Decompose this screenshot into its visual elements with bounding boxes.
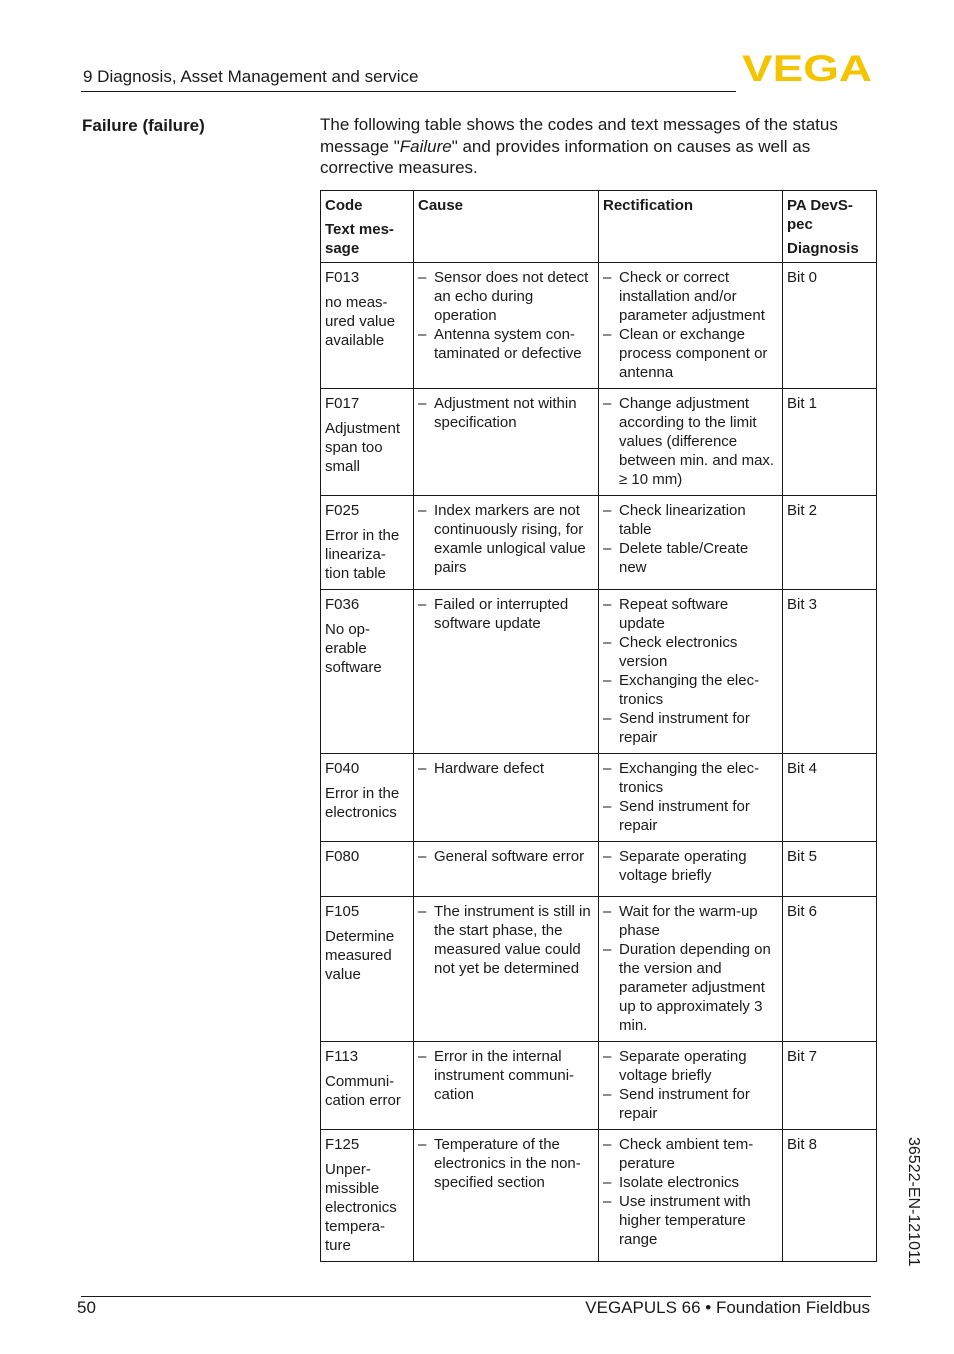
rectification-list xyxy=(603,268,778,382)
error-message: Adjustment span too small xyxy=(325,420,401,475)
cause-cell xyxy=(414,1042,599,1130)
column-header-cause xyxy=(414,191,599,263)
table-row xyxy=(321,754,877,842)
rectification-list xyxy=(603,595,778,747)
rectification-list xyxy=(603,1135,778,1249)
table-row xyxy=(321,842,877,897)
cause-list xyxy=(418,847,594,866)
error-code: F040 xyxy=(325,760,360,777)
rectification-item: – Separate operating voltage briefly xyxy=(603,847,778,885)
diagnosis-bit: Bit 7 xyxy=(787,1048,818,1065)
cause-item: – Adjustment not within specification xyxy=(418,394,594,432)
diagnosis-cell xyxy=(783,842,877,897)
rectification-cell xyxy=(599,389,783,496)
column-header-code-label: Code xyxy=(325,197,363,214)
column-header-code xyxy=(321,191,414,263)
column-header-message-label: Text mes- sage xyxy=(325,221,394,257)
diagnosis-bit: Bit 2 xyxy=(787,502,818,519)
cause-list xyxy=(418,1135,594,1192)
column-header-diagnosis-label: Diagnosis xyxy=(787,240,859,257)
rectification-cell xyxy=(599,496,783,590)
code-cell xyxy=(321,1130,414,1262)
rectification-item: – Check electronics version xyxy=(603,633,778,671)
cause-item: – General software error xyxy=(418,847,594,866)
rectification-cell xyxy=(599,263,783,389)
column-header-pa-devspec-label: PA DevS- pec xyxy=(787,197,853,233)
cause-cell xyxy=(414,842,599,897)
failure-codes-table xyxy=(320,190,877,1262)
rectification-item: – Repeat software update xyxy=(603,595,778,633)
diagnosis-cell xyxy=(783,389,877,496)
diagnosis-cell xyxy=(783,897,877,1042)
rectification-item: – Isolate electronics xyxy=(603,1173,778,1192)
rectification-item: – Check or correct installation and/or parameter adjustment xyxy=(603,268,778,325)
cause-item: – Temperature of the electronics in the non-specified section xyxy=(418,1135,594,1192)
error-code: F080 xyxy=(325,848,360,865)
cause-cell xyxy=(414,496,599,590)
diagnosis-bit: Bit 1 xyxy=(787,395,818,412)
code-cell xyxy=(321,590,414,754)
table-row xyxy=(321,897,877,1042)
diagnosis-bit: Bit 3 xyxy=(787,596,818,613)
rectification-item: – Wait for the warm-up phase xyxy=(603,902,778,940)
diagnosis-bit: Bit 0 xyxy=(787,269,818,286)
document-id: 36522-EN-121011 xyxy=(905,1137,922,1267)
cause-cell xyxy=(414,897,599,1042)
cause-list xyxy=(418,501,594,577)
vega-logo-text: VEGA xyxy=(742,50,872,86)
intro-text-start: The following table shows the codes and text messages of the status message " xyxy=(320,115,838,156)
cause-list xyxy=(418,268,594,363)
rectification-item: – Check ambient tem-perature xyxy=(603,1135,778,1173)
cause-list xyxy=(418,759,594,778)
error-message: Determine measured value xyxy=(325,928,395,983)
code-cell xyxy=(321,842,414,897)
code-cell xyxy=(321,754,414,842)
footer-divider xyxy=(81,1296,871,1297)
error-code: F013 xyxy=(325,269,360,286)
cause-cell xyxy=(414,590,599,754)
rectification-list xyxy=(603,759,778,835)
rectification-list xyxy=(603,394,778,489)
rectification-cell xyxy=(599,1042,783,1130)
page-number: 50 xyxy=(77,1298,96,1317)
rectification-cell xyxy=(599,590,783,754)
table-row xyxy=(321,389,877,496)
code-cell xyxy=(321,389,414,496)
rectification-item: – Check linearization table xyxy=(603,501,778,539)
rectification-item: – Send instrument for repair xyxy=(603,1085,778,1123)
cause-cell xyxy=(414,754,599,842)
intro-text-end: " and provides information on causes as well as corrective measures. xyxy=(320,136,811,177)
page-header-title: 9 Diagnosis, Asset Management and service xyxy=(83,67,419,86)
code-cell xyxy=(321,263,414,389)
cause-item: – The instrument is still in the start phase, the measured value could not yet be determined xyxy=(418,902,594,978)
diagnosis-bit: Bit 8 xyxy=(787,1136,818,1153)
cause-list xyxy=(418,595,594,633)
rectification-list xyxy=(603,847,778,885)
error-code: F125 xyxy=(325,1136,360,1153)
error-message: Error in the electronics xyxy=(325,785,400,821)
code-cell xyxy=(321,496,414,590)
column-header-rectification xyxy=(599,191,783,263)
cause-item: – Hardware defect xyxy=(418,759,594,778)
intro-paragraph xyxy=(320,114,872,179)
column-header-cause-label: Cause xyxy=(418,197,464,214)
cause-cell xyxy=(414,1130,599,1262)
error-message: Unper- missible electronics tempera- ture xyxy=(325,1161,397,1254)
error-message: No op- erable software xyxy=(325,621,382,676)
rectification-cell xyxy=(599,1130,783,1262)
cause-list xyxy=(418,394,594,432)
error-code: F036 xyxy=(325,596,360,613)
cause-item: – Antenna system con-taminated or defective xyxy=(418,325,594,363)
error-message: Communi- cation error xyxy=(325,1073,401,1109)
rectification-item: – Send instrument for repair xyxy=(603,797,778,835)
cause-item: – Error in the internal instrument communi-cation xyxy=(418,1047,594,1104)
rectification-item: – Exchanging the elec-tronics xyxy=(603,759,778,797)
error-message: Error in the lineariza- tion table xyxy=(325,527,400,582)
table-header-row xyxy=(321,191,877,263)
code-cell xyxy=(321,1042,414,1130)
diagnosis-cell xyxy=(783,590,877,754)
product-name: VEGAPULS 66 • Foundation Fieldbus xyxy=(585,1298,870,1317)
table-row xyxy=(321,590,877,754)
rectification-cell xyxy=(599,897,783,1042)
intro-text-italic: Failure xyxy=(399,136,452,156)
rectification-item: – Use instrument with higher temperature range xyxy=(603,1192,778,1249)
vega-logo xyxy=(742,50,874,86)
rectification-list xyxy=(603,1047,778,1123)
error-code: F017 xyxy=(325,395,360,412)
error-code: F025 xyxy=(325,502,360,519)
diagnosis-cell xyxy=(783,496,877,590)
rectification-cell xyxy=(599,754,783,842)
rectification-list xyxy=(603,902,778,1035)
rectification-list xyxy=(603,501,778,577)
code-cell xyxy=(321,897,414,1042)
diagnosis-bit: Bit 4 xyxy=(787,760,818,777)
column-header-rectification-label: Rectification xyxy=(603,197,694,214)
rectification-item: – Send instrument for repair xyxy=(603,709,778,747)
cause-item: – Failed or interrupted software update xyxy=(418,595,594,633)
diagnosis-cell xyxy=(783,263,877,389)
rectification-item: – Duration depending on the version and parameter adjustment up to approximately 3 min. xyxy=(603,940,778,1035)
error-code: F105 xyxy=(325,903,360,920)
error-message: no meas- ured value available xyxy=(325,294,396,349)
cause-list xyxy=(418,902,594,978)
cause-list xyxy=(418,1047,594,1104)
table-row xyxy=(321,1130,877,1262)
diagnosis-bit: Bit 5 xyxy=(787,848,818,865)
rectification-item: – Exchanging the elec-tronics xyxy=(603,671,778,709)
table-row xyxy=(321,496,877,590)
diagnosis-bit: Bit 6 xyxy=(787,903,818,920)
rectification-item: – Delete table/Create new xyxy=(603,539,778,577)
cause-item: – Sensor does not detect an echo during operation xyxy=(418,268,594,325)
column-header-diagnosis xyxy=(783,191,877,263)
header-divider xyxy=(81,91,736,92)
table-row xyxy=(321,263,877,389)
diagnosis-cell xyxy=(783,1130,877,1262)
rectification-cell xyxy=(599,842,783,897)
rectification-item: – Clean or exchange process component or antenna xyxy=(603,325,778,382)
cause-cell xyxy=(414,389,599,496)
cause-cell xyxy=(414,263,599,389)
error-code: F113 xyxy=(325,1048,359,1065)
rectification-item: – Change adjustment according to the limit values (difference between min. and max. ≥ 10 mm) xyxy=(603,394,778,489)
rectification-item: – Separate operating voltage briefly xyxy=(603,1047,778,1085)
table-body xyxy=(321,263,877,1262)
table-row xyxy=(321,1042,877,1130)
diagnosis-cell xyxy=(783,1042,877,1130)
cause-item: – Index markers are not continuously rising, for examle unlogical value pairs xyxy=(418,501,594,577)
diagnosis-cell xyxy=(783,754,877,842)
section-heading: Failure (failure) xyxy=(82,116,205,135)
